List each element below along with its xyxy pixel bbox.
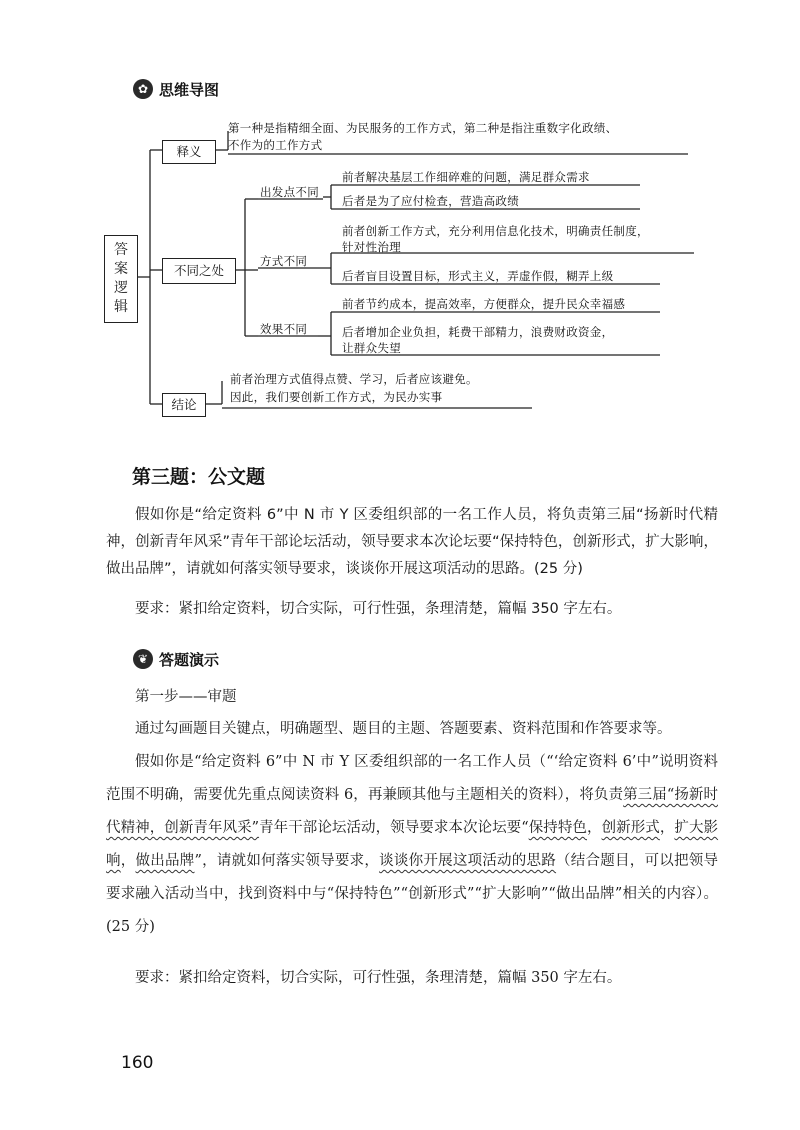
annotated-text-3: ， [587,820,602,836]
branch-conclusion: 结论 [162,393,206,417]
question-body: 假如你是“给定资料 6”中 N 市 Y 区委组织部的一名工作人员，将负责第三届“扬新时代精神，创新青年风采”青年干部论坛活动，领导要求本次论坛要“保持特色，创新形式，扩大影响，做出品牌”，请就如何落实领导要求，谈谈你开展这项活动的思路。(25 分) [106,507,718,577]
annotated-question [106,746,718,944]
annotated-text-7: （结合题目，可以把领导要求融入活动当中，找到资料中与“保持特色”“创新形式”“扩大影响”“做出品牌”相关的内容）。(25 分) [106,853,719,935]
branch-differences: 不同之处 [162,258,236,284]
annotated-text-1: 假如你是“给定资料 6”中 N 市 Y 区委组织部的一名工作人员（“‘给定资料 6’中”说明资料范围不明确，需要优先重点阅读资料 6，再兼顾其他与主题相关的资料），将负责 [106,754,718,803]
annotated-text-5: ， [120,853,136,869]
root-char-2: 案 [114,261,128,277]
annotated-keyword-feature: 保持特色 [528,820,587,836]
effect-item-2-line1: 后者增加企业负担，耗费干部精力，浪费财政资金， [342,325,614,339]
sprout-badge-icon: ❦ [133,649,153,669]
branch-definition: 释义 [162,140,216,164]
annotated-text-6: ”，请就如何落实领导要求， [194,853,380,869]
annotated-keyword-event: 第三届“扬新时代精神，创新青年风采” [106,787,718,836]
demo-intro: 通过勾画题目关键点，明确题型、题目的主题、答题要素、资料范围和作答要求等。 [135,721,672,737]
effect-item-2-line2: 让群众失望 [342,341,401,355]
root-char-1: 答 [114,242,128,258]
question-heading: 第三题：公文题 [132,466,266,488]
annotated-keyword-task: 谈谈你开展这项活动的思路 [379,853,557,869]
starting-point-item-1: 前者解决基层工作细碎难的问题，满足群众需求 [342,170,590,184]
effect-item-1: 前者节约成本，提高效率，方便群众，提升民众幸福感 [342,297,626,311]
mindmap-root [104,235,138,323]
root-char-3: 逻 [114,280,128,296]
sub-method: 方式不同 [260,254,308,268]
demo-requirement: 要求：紧扣给定资料，切合实际，可行性强，条理清楚，篇幅 350 字左右。 [135,970,622,986]
method-item-2: 后者盲目设置目标，形式主义，弄虚作假，糊弄上级 [342,269,614,283]
conclusion-note-line2: 因此，我们要创新工作方式，为民办实事 [230,390,443,404]
question-requirement: 要求：紧扣给定资料，切合实际，可行性强，条理清楚，篇幅 350 字左右。 [135,601,622,617]
definition-note-line2: 不作为的工作方式 [228,138,323,152]
mindmap-section-title: 思维导图 [159,81,220,99]
annotated-keyword-innovation: 创新形式 [601,820,660,836]
starting-point-item-2: 后者是为了应付检查，营造高政绩 [342,194,519,208]
method-item-1-line1: 前者创新工作方式，充分利用信息化技术，明确责任制度， [342,224,649,238]
annotated-keyword-influence: 扩大影响 [106,820,719,869]
page-number: 160 [121,1053,154,1073]
sub-starting-point: 出发点不同 [260,185,319,199]
root-char-4: 辑 [114,299,128,315]
flower-badge-icon: ✿ [133,79,153,99]
annotated-text-4: ， [659,820,675,836]
conclusion-note-line1: 前者治理方式值得点赞、学习，后者应该避免。 [230,372,478,386]
definition-note-line1: 第一种是指精细全面、为民服务的工作方式，第二种是指注重数字化政绩、 [228,121,618,135]
annotated-keyword-brand: 做出品牌 [135,853,195,869]
sub-effect: 效果不同 [260,322,308,336]
annotated-text-2: 青年干部论坛活动，领导要求本次论坛要“ [259,820,529,836]
method-item-1-line2: 针对性治理 [342,240,401,254]
step-title: 第一步——审题 [135,689,237,705]
demo-section-title: 答题演示 [159,651,220,669]
